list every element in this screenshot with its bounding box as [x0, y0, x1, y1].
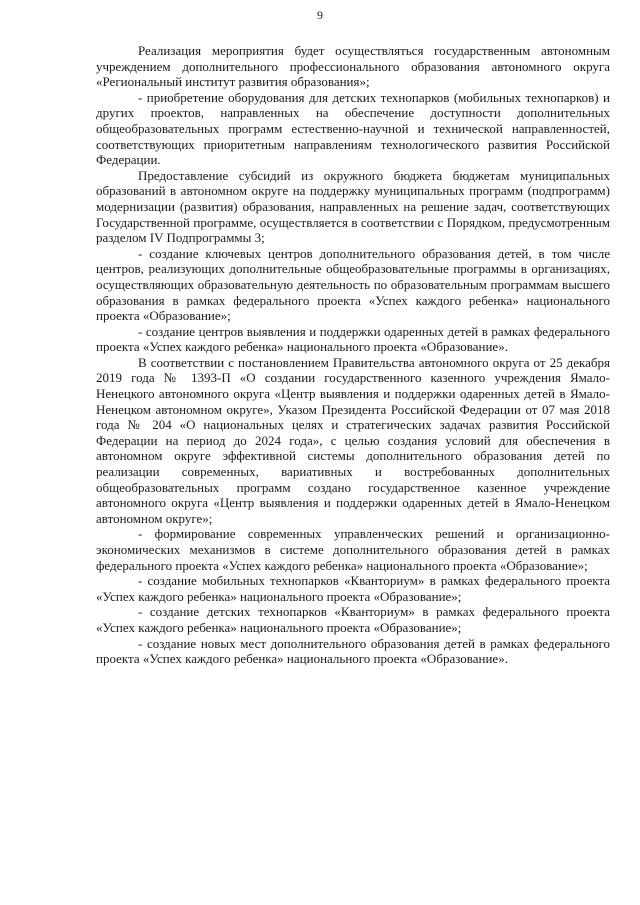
document-body	[96, 43, 610, 667]
paragraph-key-centers: - создание ключевых центров дополнительного образования детей, в том числе центров, реализующих дополнительные общеобразовательные программы в организациях, осуществляющих образовательную деятельность по образовательным программам высшего образования в рамках федерального проекта «Успех каждого ребенка» национального проекта «Образование»;	[96, 245, 610, 324]
paragraph-equipment-purchase: - приобретение оборудования для детских технопарков (мобильных технопарков) и других проектов, направленных на обеспечение доступности дополнительных общеобразовательных программ естественно-научной и технической направленностей, соответствующих приоритетным направлениям технологического развития Российской Федерации.	[96, 89, 610, 168]
paragraph-mobile-technoparks: - создание мобильных технопарков «Кванториум» в рамках федерального проекта «Успех каждого ребенка» национального проекта «Образование»;	[96, 573, 610, 604]
paragraph-subsidies: Предоставление субсидий из окружного бюджета бюджетам муниципальных образований в автономном округе на поддержку муниципальных программ (подпрограмм) модернизации (развития) образования, направленных на решение задач, соответствующих Государственной программе, осуществляется в соответствии с Порядком, предусмотренным разделом IV Подпрограммы 3;	[96, 167, 610, 246]
page-number: 9	[317, 8, 323, 22]
paragraph-gifted-centers: - создание центров выявления и поддержки одаренных детей в рамках федерального проекта «Успех каждого ребенка» национального проекта «Образование».	[96, 323, 610, 355]
paragraph-implementation: Реализация мероприятия будет осуществляться государственным автономным учреждением дополнительного профессионального образования автономного округа «Региональный институт развития образования»;	[96, 43, 610, 90]
paragraph-resolution: В соответствии с постановлением Правительства автономного округа от 25 декабря 2019 года № 1393-П «О создании государственного казенного учреждения Ямало-Ненецкого автономного округа «Центр выявления и поддержки одаренных детей в Ямало-Ненецком автономном округе», Указом Президента Российской Федерации от 07 мая 2018 года № 204 «О национальных целях и стратегических задачах развития Российской Федерации на период до 2024 года», с целью создания условий для обеспечения в автономном округе эффективной системы дополнительного образования детей по реализации современных, вариативных и востребованных дополнительных общеобразовательных программ создано государственное казенное учреждение автономного округа «Центр выявления и поддержки одаренных детей в Ямало-Ненецком автономном округе»;	[96, 354, 610, 526]
paragraph-management-solutions: - формирование современных управленческих решений и организационно-экономических механизмов в системе дополнительного образования детей в рамках федерального проекта «Успех каждого ребенка» национального проекта «Образование»;	[96, 526, 610, 573]
paragraph-children-technoparks: - создание детских технопарков «Кванториум» в рамках федерального проекта «Успех каждого ребенка» национального проекта «Образование»;	[96, 604, 610, 635]
paragraph-new-places: - создание новых мест дополнительного образования детей в рамках федерального проекта «Успех каждого ребенка» национального проекта «Образование».	[96, 635, 610, 667]
